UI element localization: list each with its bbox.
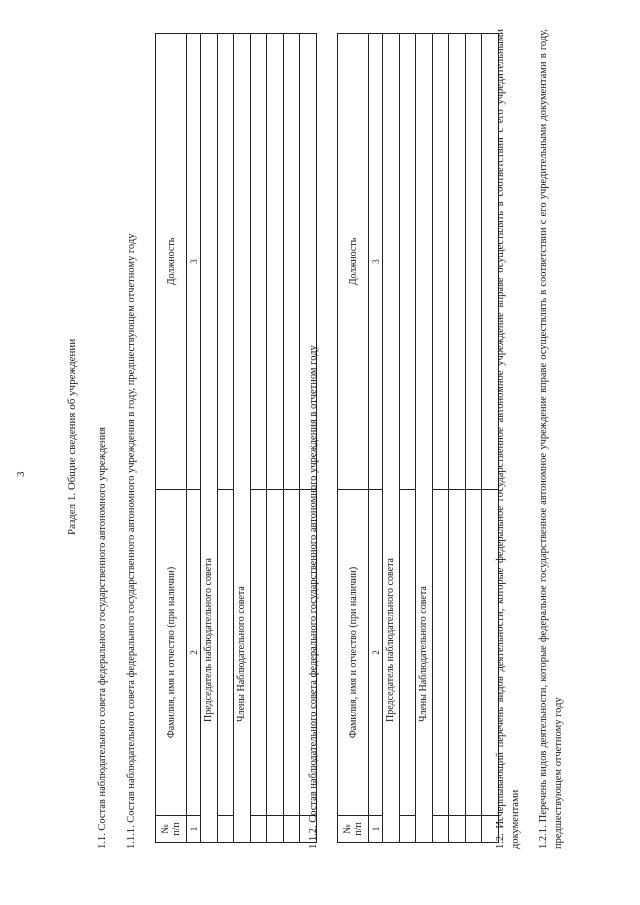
table-row <box>217 34 234 843</box>
table-row <box>432 34 449 843</box>
col-position-header: Должность <box>338 34 369 490</box>
col-index-3: 3 <box>369 34 383 490</box>
members-label: Члены Наблюдательного совета <box>416 34 433 843</box>
members-row <box>234 34 251 843</box>
heading-1-1-1: 1.1.1. Состав наблюдательного совета федерального государственного автономного учреждения в году, предшествующем отчетному году <box>126 233 137 849</box>
col-num-header: № п/п <box>156 816 187 843</box>
col-index-2: 2 <box>187 490 201 816</box>
members-label: Члены Наблюдательного совета <box>234 34 251 843</box>
table-row <box>283 34 300 843</box>
table-numbering-row <box>369 34 383 843</box>
chairman-row <box>383 34 400 843</box>
table-row <box>267 34 284 843</box>
chairman-row <box>201 34 218 843</box>
col-index-3: 3 <box>187 34 201 490</box>
chairman-label: Председатель наблюдательного совета <box>201 34 218 843</box>
table-header-row <box>338 34 369 843</box>
heading-1-1-2: 1.1.2. Состав наблюдательного совета федерального государственного автономного учреждения в отчетном году <box>308 345 319 849</box>
col-name-header: Фамилия, имя и отчество (при наличии) <box>156 490 187 816</box>
col-index-2: 2 <box>369 490 383 816</box>
page-number: 3 <box>15 471 27 477</box>
table-numbering-row <box>187 34 201 843</box>
col-name-header: Фамилия, имя и отчество (при наличии) <box>338 490 369 816</box>
col-num-header: № п/п <box>338 816 369 843</box>
table-council-reporting-year <box>337 33 499 843</box>
table-header-row <box>156 34 187 843</box>
members-row <box>416 34 433 843</box>
table-row <box>465 34 482 843</box>
paragraph-1-2-1: 1.2.1. Перечень видов деятельности, которые федеральное государственное автономное учреждение вправе осуществлять в соответствии с его учредительными документами в году, предшествующем отчетному году <box>538 29 564 849</box>
col-position-header: Должность <box>156 34 187 490</box>
table-row <box>399 34 416 843</box>
table-council-previous-year <box>155 33 317 843</box>
table-row <box>250 34 267 843</box>
section-title: Раздел 1. Общие сведения об учреждении <box>66 338 78 535</box>
paragraph-1-2: 1.2. Исчерпывающий перечень видов деятельности, которые федеральное государственное автономное учреждение вправе осуществлять в соответствии с его учредительными документами <box>495 29 521 849</box>
col-index-1: 1 <box>369 816 383 843</box>
chairman-label: Председатель наблюдательного совета <box>383 34 400 843</box>
heading-1-1: 1.1. Состав наблюдательного совета федерального государственного автономного учреждения <box>97 427 108 849</box>
table-row <box>449 34 466 843</box>
col-index-1: 1 <box>187 816 201 843</box>
